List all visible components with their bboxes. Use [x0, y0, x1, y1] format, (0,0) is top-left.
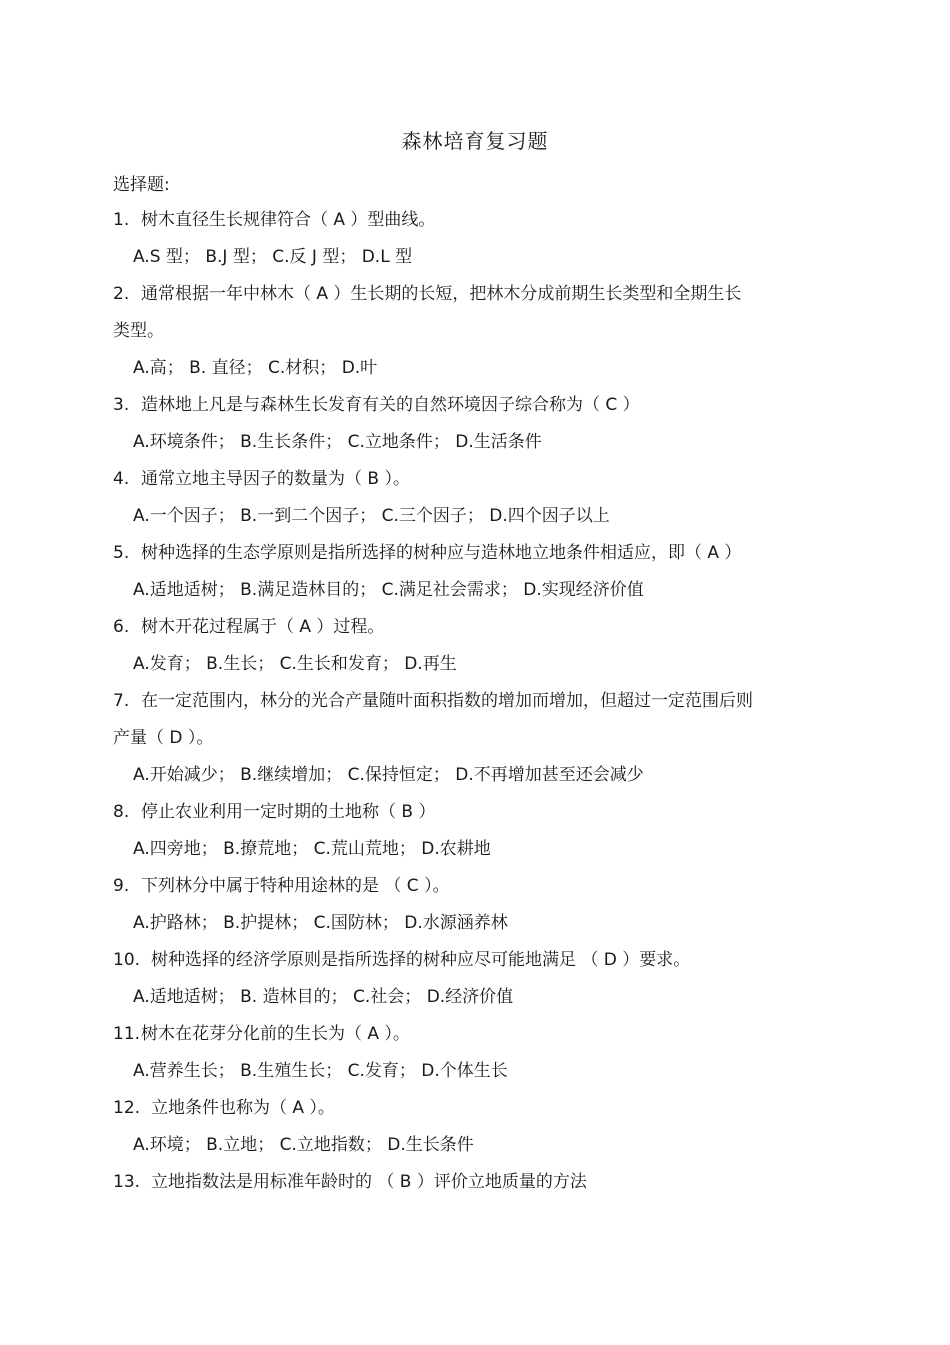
- question-4: 4. 通常立地主导因子的数量为（ B ）。: [113, 469, 410, 489]
- question-text: 立地指数法是用标准年龄时的 （ B ）评价立地质量的方法: [151, 1172, 587, 1192]
- question-text: 下列林分中属于特种用途林的是 （ C ）。: [141, 876, 450, 896]
- question-text: 在一定范围内，林分的光合产量随叶面积指数的增加而增加，但超过一定范围后则: [141, 691, 753, 711]
- question-3-options: A.环境条件； B.生长条件； C.立地条件； D.生活条件: [133, 432, 542, 452]
- question-10: 10. 树种选择的经济学原则是指所选择的树种应尽可能地满足 （ D ）要求。: [113, 950, 691, 970]
- question-11-options: A.营养生长； B.生殖生长； C.发育； D.个体生长: [133, 1061, 508, 1081]
- question-8-options: A.四旁地； B.撩荒地； C.荒山荒地； D.农耕地: [133, 839, 491, 859]
- section-heading: 选择题:: [113, 175, 170, 195]
- question-9: 9. 下列林分中属于特种用途林的是 （ C ）。: [113, 876, 450, 896]
- question-text: 通常根据一年中林木（ A ）生长期的长短，把林木分成前期生长类型和全期生长: [141, 284, 742, 304]
- question-2: 2. 通常根据一年中林木（ A ）生长期的长短，把林木分成前期生长类型和全期生长: [113, 284, 742, 304]
- question-7: 7. 在一定范围内，林分的光合产量随叶面积指数的增加而增加，但超过一定范围后则: [113, 691, 753, 711]
- question-12-options: A.环境； B.立地； C.立地指数； D.生长条件: [133, 1135, 474, 1155]
- question-text: 立地条件也称为（ A ）。: [151, 1098, 335, 1118]
- question-text: 停止农业利用一定时期的土地称（ B ）: [141, 802, 436, 822]
- question-7-options: A.开始减少； B.继续增加； C.保持恒定； D.不再增加甚至还会减少: [133, 765, 644, 785]
- question-1: 1. 树木直径生长规律符合（ A ）型曲线。: [113, 210, 436, 230]
- question-6: 6. 树木开花过程属于（ A ）过程。: [113, 617, 385, 637]
- question-3: 3. 造林地上凡是与森林生长发育有关的自然环境因子综合称为（ C ）: [113, 395, 640, 415]
- question-text: 树种选择的经济学原则是指所选择的树种应尽可能地满足 （ D ）要求。: [151, 950, 691, 970]
- question-6-options: A.发育； B.生长； C.生长和发育； D.再生: [133, 654, 457, 674]
- question-text: 树木直径生长规律符合（ A ）型曲线。: [141, 210, 436, 230]
- document-title: 森林培育复习题: [401, 129, 549, 153]
- question-7-continued: 产量（ D ）。: [113, 728, 214, 748]
- question-11: 11.树木在花芽分化前的生长为（ A ）。: [113, 1024, 410, 1044]
- question-list: [113, 208, 833, 1194]
- question-13: 13. 立地指数法是用标准年龄时的 （ B ）评价立地质量的方法: [113, 1172, 587, 1192]
- question-12: 12. 立地条件也称为（ A ）。: [113, 1098, 335, 1118]
- question-10-options: A.适地适树； B. 造林目的； C.社会； D.经济价值: [133, 987, 514, 1007]
- question-text: 树种选择的生态学原则是指所选择的树种应与造林地立地条件相适应，即（ A ）: [141, 543, 742, 563]
- question-text: 树木开花过程属于（ A ）过程。: [141, 617, 385, 637]
- question-text: 通常立地主导因子的数量为（ B ）。: [141, 469, 410, 489]
- question-1-options: A.S 型； B.J 型； C.反 J 型； D.L 型: [133, 247, 413, 267]
- question-9-options: A.护路林； B.护提林； C.国防林； D.水源涵养林: [133, 913, 508, 933]
- question-8: 8. 停止农业利用一定时期的土地称（ B ）: [113, 802, 436, 822]
- question-5: 5. 树种选择的生态学原则是指所选择的树种应与造林地立地条件相适应，即（ A ）: [113, 543, 742, 563]
- question-2-options: A.高； B. 直径； C.材积； D.叶: [133, 358, 378, 378]
- question-4-options: A.一个因子； B.一到二个因子； C.三个因子； D.四个因子以上: [133, 506, 610, 526]
- question-5-options: A.适地适树； B.满足造林目的； C.满足社会需求； D.实现经济价值: [133, 580, 644, 600]
- question-text: 树木在花芽分化前的生长为（ A ）。: [141, 1024, 410, 1044]
- question-2-continued: 类型。: [113, 321, 164, 341]
- question-text: 造林地上凡是与森林生长发育有关的自然环境因子综合称为（ C ）: [141, 395, 640, 415]
